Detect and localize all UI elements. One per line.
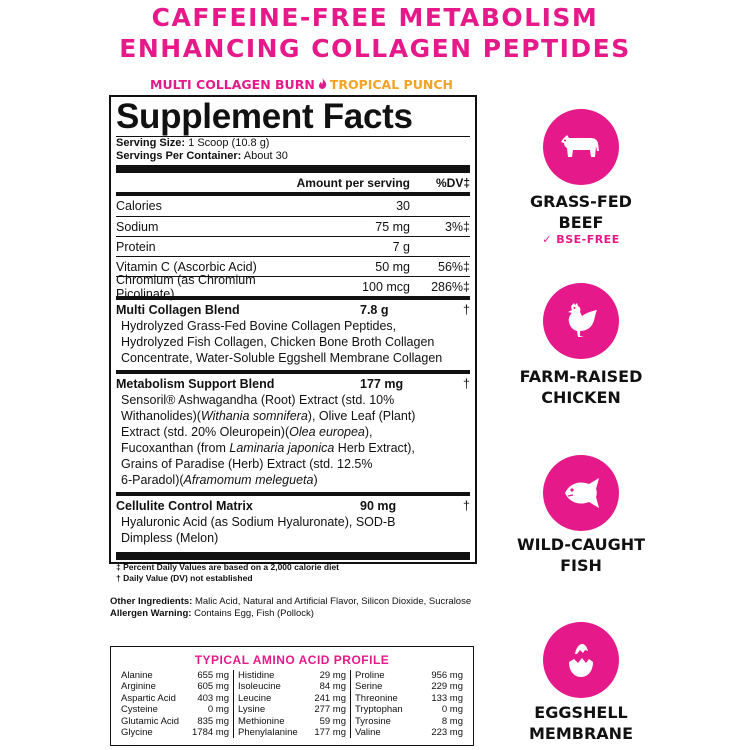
nutrient-row: Calories 30	[116, 199, 410, 213]
amino-row: Phenylalanine 177 mg	[238, 727, 346, 739]
fish-icon	[543, 455, 619, 531]
amino-column	[350, 670, 467, 738]
amino-row: Valine 223 mg	[355, 727, 463, 739]
badge-grass-fed-beef: GRASS-FED BEEF ✓ BSE-FREE	[503, 191, 659, 247]
servings-per-container: Servings Per Container: About 30	[116, 150, 288, 162]
divider	[116, 165, 470, 173]
nutrient-row: Sodium 75 mg 3%‡	[116, 216, 470, 236]
bse-free-note: ✓ BSE-FREE	[542, 233, 620, 246]
cow-icon	[543, 109, 619, 185]
column-header	[116, 173, 470, 192]
amino-row: Tryptophan 0 mg	[355, 704, 463, 716]
blend-multi-collagen: Multi Collagen Blend 7.8 g † Hydrolyzed Grass-Fed Bovine Collagen Peptides, Hydrolyzed Fish Collagen, Chicken Bone Broth Collagen Concentrate, Water-Soluble Eggshell Membrane Collagen	[116, 303, 470, 365]
blend-metabolism-support: Metabolism Support Blend 177 mg † Sensoril® Ashwagandha (Root) Extract (std. 10% Withanolides)(Withania somnifera), Olive Leaf (Plant) Extract (std. 20% Oleuropein)(Olea europea), Fucoxanthan (from Laminaria japonica Herb Extract), Grains of Paradise (Herb) Extract (std. 12.5% 6-Paradol)(Aframomum melegueta)	[116, 377, 470, 487]
amino-row: Proline 956 mg	[355, 670, 463, 681]
amount-header: Amount per serving	[296, 175, 410, 190]
footnotes: ‡ Percent Daily Values are based on a 2,000 calorie diet † Daily Value (DV) not established	[116, 562, 340, 583]
amino-row: Cysteine 0 mg	[121, 704, 229, 716]
amino-row: Alanine 655 mg	[121, 670, 229, 681]
nutrient-row: Chromium (as Chromium Picolinate) 100 mcg 286%‡	[116, 272, 470, 301]
amino-column	[117, 670, 233, 738]
amino-row: Arginine 605 mg	[121, 681, 229, 693]
flame-icon	[318, 78, 327, 92]
serving-size: Serving Size: 1 Scoop (10.8 g)	[116, 137, 270, 149]
amino-row: Methionine 59 mg	[238, 715, 346, 727]
amino-row: Aspartic Acid 403 mg	[121, 692, 229, 704]
nutrient-row: Protein 7 g	[116, 236, 470, 256]
amino-row: Leucine 241 mg	[238, 692, 346, 704]
divider	[116, 552, 470, 560]
egg-icon	[543, 622, 619, 698]
amino-acid-profile	[110, 646, 474, 746]
product-name: MULTI COLLAGEN BURN	[150, 77, 315, 92]
amino-title: TYPICAL AMINO ACID PROFILE	[194, 653, 390, 667]
headline	[0, 2, 750, 64]
amino-row: Serine 229 mg	[355, 681, 463, 693]
badge-farm-raised-chicken: FARM-RAISED CHICKEN	[519, 367, 643, 407]
amino-row: Threonine 133 mg	[355, 692, 463, 704]
blend-cellulite-control: Cellulite Control Matrix 90 mg † Hyaluronic Acid (as Sodium Hyaluronate), SOD-B Dimpless (Melon)	[116, 499, 470, 545]
chicken-icon	[543, 283, 619, 359]
amino-row: Histidine 29 mg	[238, 670, 346, 681]
headline-line-1: CAFFEINE-FREE METABOLISM	[151, 3, 599, 32]
dv-header: %DV‡	[435, 175, 470, 190]
nutrient-row: Vitamin C (Ascorbic Acid) 50 mg 56%‡	[116, 256, 470, 276]
headline-line-2: ENHANCING COLLAGEN PEPTIDES	[119, 34, 631, 63]
amino-row: Isoleucine 84 mg	[238, 681, 346, 693]
amino-row: Tyrosine 8 mg	[355, 715, 463, 727]
product-line	[150, 77, 453, 92]
other-ingredients: Other Ingredients: Malic Acid, Natural and Artificial Flavor, Silicon Dioxide, Sucralose Allergen Warning: Contains Egg, Fish (Pollock)	[110, 596, 490, 620]
badge-eggshell-membrane: EGGSHELL MEMBRANE	[529, 703, 633, 743]
amino-column	[233, 670, 350, 738]
amino-row: Glutamic Acid 835 mg	[121, 715, 229, 727]
badge-wild-caught-fish: WILD-CAUGHT FISH	[516, 535, 646, 575]
amino-row: Glycine 1784 mg	[121, 727, 229, 739]
facts-title: Supplement Facts	[116, 97, 413, 136]
supplement-facts-panel	[109, 95, 477, 583]
amino-row: Lysine 277 mg	[238, 704, 346, 716]
nutrient-list	[116, 196, 470, 301]
allergen-warning: Allergen Warning: Contains Egg, Fish (Pollock)	[110, 608, 314, 619]
product-flavor: TROPICAL PUNCH	[329, 77, 453, 92]
